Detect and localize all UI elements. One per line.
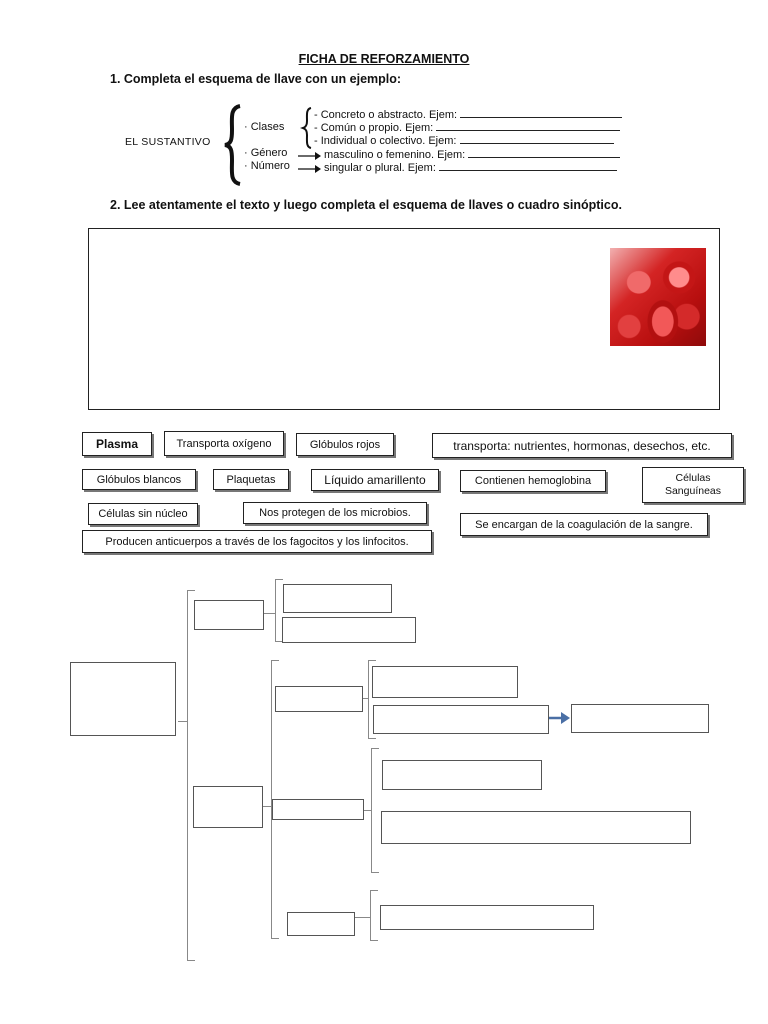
arrow-icons [298,150,322,174]
page-title: FICHA DE REFORZAMIENTO [298,52,470,66]
answer-box-plasma-2[interactable] [282,617,416,643]
label-plaquetas[interactable]: Plaquetas [213,469,289,490]
brace-5 [370,890,371,940]
brace-5-top [370,890,378,891]
answer-box-blancos-1[interactable] [382,760,542,790]
answer-box-celulas[interactable] [193,786,263,828]
question-1: 1. Completa el esquema de llave con un ejemplo: [110,72,402,86]
question-2: 2. Lee atentamente el texto y luego completa el esquema de llaves o cuadro sinóptico. [110,198,622,212]
brace-main-bottom [187,960,195,961]
row-concreto-text: - Concreto o abstracto. Ejem: [314,109,458,121]
clases-label: · Clases [244,121,285,133]
row-comun [314,121,620,134]
celulas-text: Células [675,472,711,484]
brace-4-tip [364,810,371,811]
label-transporta-oxigeno[interactable]: Transporta oxígeno [164,431,284,456]
answer-blank[interactable] [460,134,614,144]
brace-1 [275,579,276,641]
answer-box-rojos-2[interactable] [373,705,549,734]
brace-main-tip [178,721,188,722]
big-brace-icon [222,104,244,186]
label-contienen-hemoglobina[interactable]: Contienen hemoglobina [460,470,606,492]
brace-3-bottom [368,738,376,739]
label-nos-protegen[interactable]: Nos protegen de los microbios. [243,502,427,524]
answer-box-blancos[interactable] [272,799,364,820]
answer-box-blancos-2[interactable] [381,811,691,844]
small-brace-icon [300,106,314,150]
brace-5-bottom [370,940,378,941]
brace-main [187,590,188,960]
brace-1-top [275,579,283,580]
answer-blank[interactable] [460,108,622,118]
label-celulas-sanguineas[interactable] [642,467,744,503]
label-transporta-nutrientes[interactable]: transporta: nutrientes, hormonas, desechos, etc. [432,433,732,458]
label-coagulacion[interactable]: Se encargan de la coagulación de la sangre. [460,513,708,536]
row-masculino [324,148,620,161]
label-plasma[interactable]: Plasma [82,432,152,456]
brace-3 [368,660,369,738]
numero-label: · Número [244,160,290,172]
label-producen-anticuerpos[interactable]: Producen anticuerpos a través de los fagocitos y los linfocitos. [82,530,432,553]
answer-box-plaquetas[interactable] [287,912,355,936]
brace-4 [371,748,372,872]
row-singular-text: singular o plural. Ejem: [324,162,436,174]
brace-4-top [371,748,379,749]
row-masculino-text: masculino o femenino. Ejem: [324,149,466,161]
brace-4-bottom [371,872,379,873]
brace-2-tip [262,806,272,807]
brace-5-tip [355,917,370,918]
answer-blank[interactable] [468,148,620,158]
answer-box-main[interactable] [70,662,176,736]
label-celulas-sin-nucleo[interactable]: Células sin núcleo [88,503,198,525]
answer-box-plasma-1[interactable] [283,584,392,613]
brace-main-top [187,590,195,591]
brace-3-top [368,660,376,661]
answer-blank[interactable] [436,121,620,131]
brace-2-bottom [271,938,279,939]
brace-1-tip [263,613,275,614]
row-comun-text: - Común o propio. Ejem: [314,122,434,134]
row-singular [324,161,617,174]
label-globulos-blancos[interactable]: Glóbulos blancos [82,469,196,490]
row-individual-text: - Individual o colectivo. Ejem: [314,135,457,147]
genero-label: · Género [244,147,288,159]
red-blood-cells-image [610,248,706,346]
sanguineas-text: Sanguíneas [664,485,722,497]
answer-blank[interactable] [439,161,617,171]
answer-box-plasma[interactable] [194,600,264,630]
arrow-right-icon [549,711,571,725]
sustantivo-label: EL SUSTANTIVO [125,136,211,148]
answer-box-rojos[interactable] [275,686,363,712]
brace-2-top [271,660,279,661]
answer-box-rojos-3[interactable] [571,704,709,733]
answer-box-rojos-1[interactable] [372,666,518,698]
label-liquido-amarillento[interactable]: Líquido amarillento [311,469,439,491]
row-concreto [314,108,622,121]
row-individual [314,134,614,147]
label-globulos-rojos[interactable]: Glóbulos rojos [296,433,394,456]
answer-box-plaquetas-1[interactable] [380,905,594,930]
